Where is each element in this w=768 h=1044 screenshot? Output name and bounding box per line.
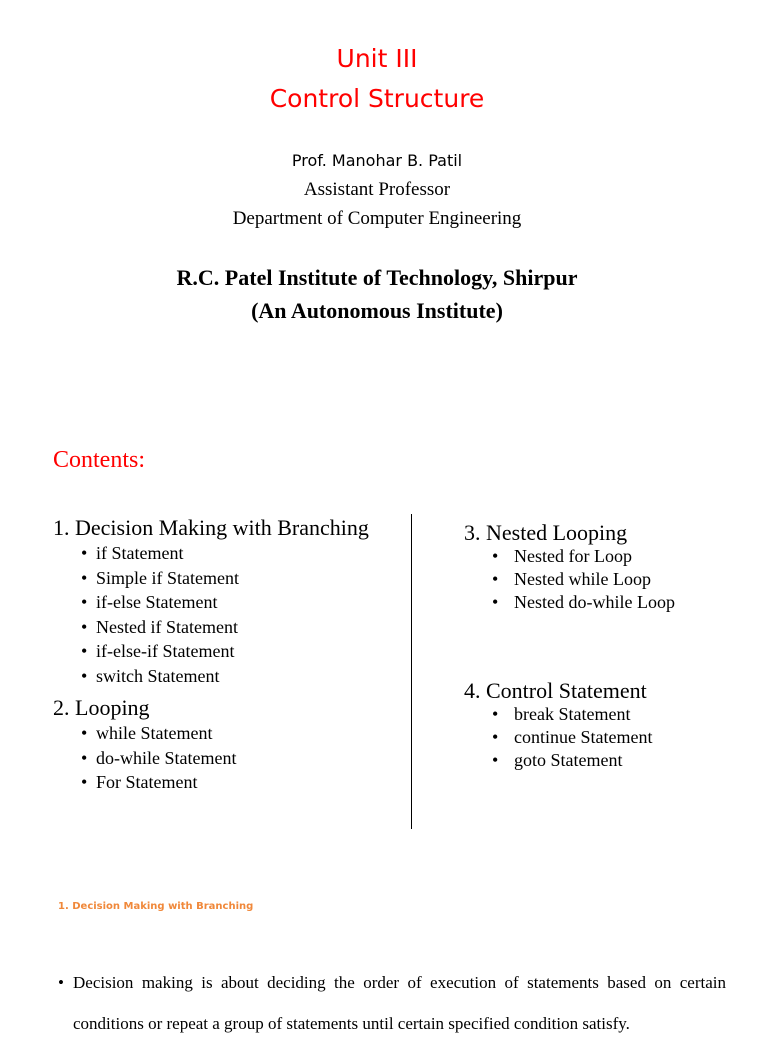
bullet-icon: • bbox=[81, 616, 88, 637]
list-item: • while Statement bbox=[81, 721, 236, 746]
section-paragraph bbox=[58, 962, 726, 1044]
bullet-icon: • bbox=[81, 641, 88, 662]
bullet-icon: • bbox=[81, 567, 88, 588]
bullet-icon: • bbox=[58, 973, 64, 992]
paragraph-text: Decision making is about deciding the order of execution of statements based on certain conditions or repeat a group of statements until certain specified condition satisfy. bbox=[73, 973, 726, 1033]
list-item: • Nested do-while Loop bbox=[492, 592, 675, 612]
institute-status: (An Autonomous Institute) bbox=[251, 298, 503, 323]
bullet-icon: • bbox=[492, 592, 499, 612]
contents-section-1-title: 1. Decision Making with Branching bbox=[53, 515, 369, 540]
author-designation: Assistant Professor bbox=[303, 179, 451, 200]
list-item: • For Statement bbox=[81, 770, 236, 795]
author-department: Department of Computer Engineering bbox=[232, 208, 522, 229]
contents-section-4-title: 4. Control Statement bbox=[464, 678, 647, 703]
bullet-icon: • bbox=[81, 665, 88, 686]
list-item: • goto Statement bbox=[492, 750, 623, 770]
bullet-icon: • bbox=[81, 543, 88, 563]
contents-section-2-list bbox=[81, 721, 236, 795]
contents-heading: Contents: bbox=[53, 447, 146, 473]
bullet-icon: • bbox=[81, 723, 88, 743]
contents-section-4-list bbox=[492, 703, 652, 772]
topic-title: Control Structure bbox=[269, 84, 485, 113]
contents-section-3-title: 3. Nested Looping bbox=[464, 520, 628, 545]
bullet-icon: • bbox=[492, 750, 499, 770]
unit-title: Unit III bbox=[336, 44, 418, 73]
list-item: • Nested if Statement bbox=[81, 615, 239, 640]
bullet-icon: • bbox=[492, 546, 499, 566]
bullet-icon: • bbox=[81, 772, 88, 793]
contents-section-3-list bbox=[492, 545, 675, 614]
institute-name: R.C. Patel Institute of Technology, Shirpur bbox=[176, 265, 578, 290]
column-divider bbox=[411, 514, 412, 829]
author-name: Prof. Manohar B. Patil bbox=[291, 151, 463, 170]
list-item: • if-else-if Statement bbox=[81, 639, 239, 664]
bullet-icon: • bbox=[81, 747, 88, 768]
list-item: • Nested for Loop bbox=[492, 546, 632, 566]
bullet-icon: • bbox=[81, 592, 88, 613]
bullet-icon: • bbox=[492, 569, 499, 589]
bullet-icon: • bbox=[492, 704, 499, 724]
list-item: • continue Statement bbox=[492, 727, 653, 747]
list-item: • do-while Statement bbox=[81, 746, 236, 771]
list-item: • if-else Statement bbox=[81, 590, 239, 615]
contents-section-2-title: 2. Looping bbox=[53, 695, 150, 720]
contents-section-1-list bbox=[81, 541, 239, 689]
list-item: • if Statement bbox=[81, 541, 239, 566]
list-item: • switch Statement bbox=[81, 664, 239, 689]
list-item: • break Statement bbox=[492, 704, 631, 724]
section-subheading: 1. Decision Making with Branching bbox=[58, 901, 254, 912]
list-item: • Nested while Loop bbox=[492, 569, 651, 589]
list-item: • Simple if Statement bbox=[81, 566, 239, 591]
bullet-icon: • bbox=[492, 727, 499, 747]
